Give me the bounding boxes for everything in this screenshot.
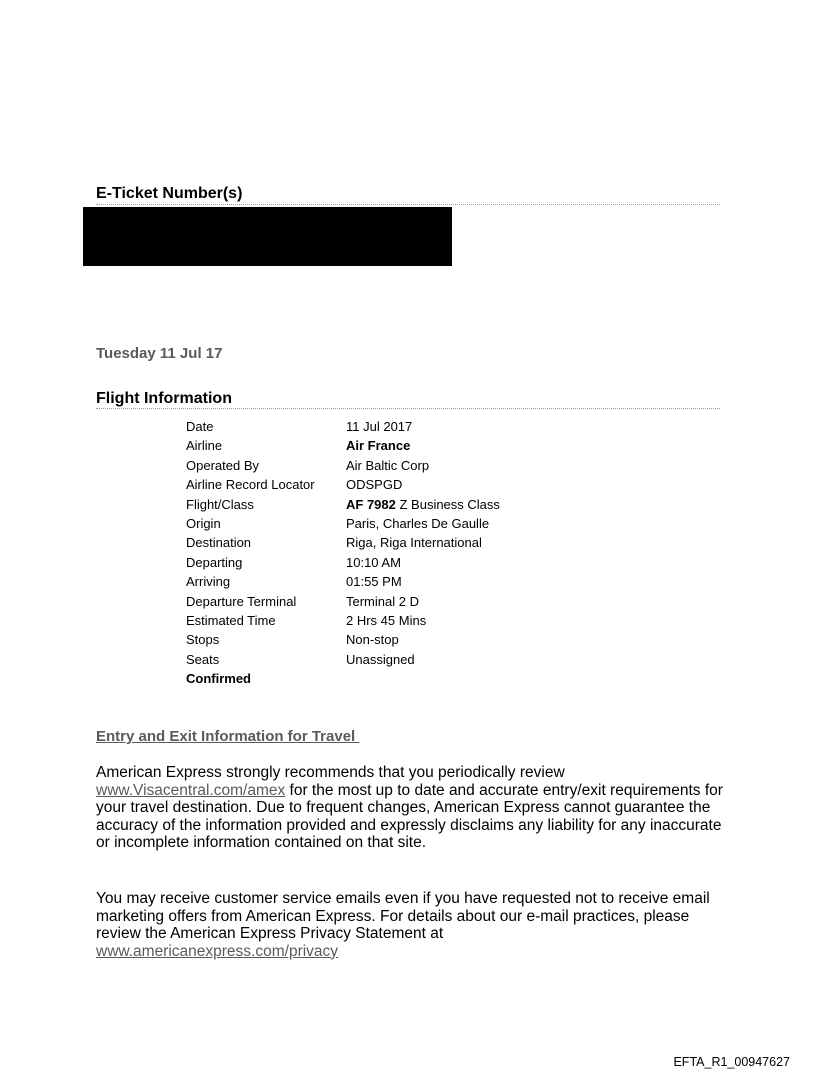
row-label: Arriving (186, 574, 231, 590)
flight-row-stops (186, 630, 500, 649)
row-label: Origin (186, 515, 221, 531)
row-label: Airline (186, 438, 223, 454)
row-value: 11 Jul 2017 (346, 419, 413, 434)
row-label: Operated By (186, 457, 259, 473)
flight-row-departure-terminal (186, 592, 500, 611)
row-value: Terminal 2 D (346, 593, 419, 609)
row-value: 2 Hrs 45 Mins (346, 612, 427, 628)
redaction-block (83, 207, 452, 266)
flight-row-operated-by (186, 456, 500, 475)
eticket-divider (96, 204, 720, 205)
row-label: Destination (186, 535, 252, 551)
document-id: EFTA_R1_00947627 (673, 1055, 790, 1069)
row-value: Non-stop (346, 632, 399, 648)
privacy-paragraph (96, 890, 736, 960)
booking-status: Confirmed (186, 671, 251, 687)
row-value: ODSPGD (346, 477, 403, 493)
row-label: Seats (186, 651, 220, 667)
row-label: Departure Terminal (186, 593, 297, 609)
entry-exit-heading[interactable]: Entry and Exit Information for Travel (96, 728, 360, 745)
row-label: Airline Record Locator (186, 477, 315, 493)
flight-row-flight-class (186, 495, 500, 514)
row-value: Riga, Riga International (346, 535, 482, 551)
flight-row-seats (186, 650, 500, 669)
row-value: Air Baltic Corp (346, 457, 430, 473)
row-label: Stops (186, 632, 220, 648)
flight-row-record-locator (186, 475, 500, 494)
paragraph-text: for the most up to date and accurate entry/exit requirements for your travel destination. Due to frequent changes, American Express cannot guarantee the accuracy of the information provided and expressly disclaims any liability for any inaccurate or incomplete information contained on that site. (96, 781, 723, 851)
row-label: Flight/Class (186, 496, 254, 512)
row-value (346, 495, 500, 514)
flight-number: AF 7982 (346, 496, 396, 512)
flight-info-heading: Flight Information (96, 390, 232, 407)
row-value: Unassigned (346, 651, 415, 667)
entry-exit-paragraph (96, 764, 736, 852)
flight-row-arriving (186, 572, 500, 591)
flight-row-origin (186, 514, 500, 533)
privacy-link[interactable]: www.americanexpress.com/privacy (96, 942, 339, 960)
flight-info-divider (96, 408, 720, 409)
day-heading: Tuesday 11 Jul 17 (96, 345, 223, 362)
row-value: 01:55 PM (346, 574, 402, 590)
eticket-heading: E-Ticket Number(s) (96, 185, 243, 202)
flight-row-estimated-time (186, 611, 500, 630)
row-label: Date (186, 419, 214, 434)
row-value: Paris, Charles De Gaulle (346, 515, 490, 531)
row-label: Departing (186, 554, 243, 570)
paragraph-text: American Express strongly recommends that you periodically review (96, 764, 565, 781)
flight-row-destination (186, 533, 500, 552)
flight-row-airline (186, 436, 500, 455)
row-value: Air France (346, 438, 411, 454)
flight-row-departing (186, 553, 500, 572)
flight-details-table (186, 417, 500, 688)
flight-row-date (186, 417, 500, 436)
paragraph-text: You may receive customer service emails even if you have requested not to receive email marketing offers from American Express. For details about our e-mail practices, please review the American Express Privacy Statement at (96, 890, 710, 942)
flight-class: Z Business Class (395, 496, 500, 512)
row-value: 10:10 AM (346, 554, 401, 570)
row-label: Estimated Time (186, 612, 276, 628)
visacentral-link[interactable]: www.Visacentral.com/amex (96, 781, 286, 799)
